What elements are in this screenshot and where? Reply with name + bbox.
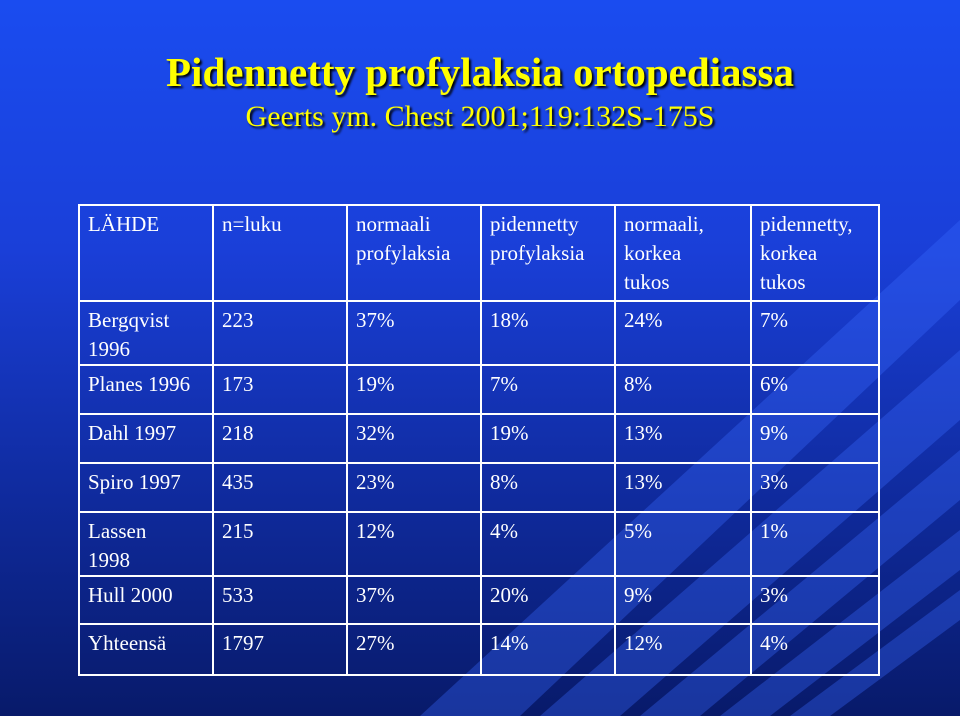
header-label: korkea: [760, 241, 818, 265]
table-cell: 9%: [751, 414, 879, 463]
header-label: pidennetty: [490, 212, 579, 236]
source-cell: [79, 463, 213, 512]
header-label: profylaksia: [356, 241, 451, 265]
cell-text: 1998: [88, 548, 130, 572]
table-cell: 18%: [481, 301, 615, 365]
cell-text: Bergqvist: [88, 308, 170, 332]
table-cell: 4%: [751, 624, 879, 675]
cell-text: Lassen: [88, 519, 147, 543]
header-label: LÄHDE: [88, 212, 160, 236]
table-row-total: [79, 624, 879, 675]
cell-text: 1996: [88, 337, 130, 361]
table-cell: 14%: [481, 624, 615, 675]
header-cell-extended-high-thrombosis: [751, 205, 879, 301]
header-label: normaali: [356, 212, 431, 236]
table-cell: 8%: [615, 365, 751, 414]
table-cell: 37%: [347, 576, 481, 624]
table-cell: 218: [213, 414, 347, 463]
cell-text: Hull 2000: [88, 583, 173, 607]
source-cell: [79, 365, 213, 414]
table-cell: 27%: [347, 624, 481, 675]
table-cell: 223: [213, 301, 347, 365]
table-cell: 23%: [347, 463, 481, 512]
header-cell-normal-high-thrombosis: [615, 205, 751, 301]
table-cell: 5%: [615, 512, 751, 576]
table-row: [79, 365, 879, 414]
table-row: [79, 576, 879, 624]
table-cell: 19%: [481, 414, 615, 463]
table-cell: 12%: [347, 512, 481, 576]
table-cell: 435: [213, 463, 347, 512]
table-cell: 533: [213, 576, 347, 624]
header-label: n=luku: [222, 212, 282, 236]
table-cell: 8%: [481, 463, 615, 512]
results-table: [78, 204, 880, 676]
header-label: normaali,: [624, 212, 704, 236]
table-row: [79, 512, 879, 576]
table-row: [79, 463, 879, 512]
table-cell: 19%: [347, 365, 481, 414]
source-cell: [79, 301, 213, 365]
header-label: profylaksia: [490, 241, 585, 265]
slide-subtitle: Geerts ym. Chest 2001;119:132S-175S: [245, 100, 715, 133]
table-header-row: [79, 205, 879, 301]
header-label: tukos: [624, 270, 670, 294]
table-cell: 9%: [615, 576, 751, 624]
slide-title: Pidennetty profylaksia ortopediassa: [166, 49, 794, 95]
table-cell: 215: [213, 512, 347, 576]
header-cell-extended-prophylaxis: [481, 205, 615, 301]
table-cell: 24%: [615, 301, 751, 365]
source-cell: [79, 624, 213, 675]
table-cell: 37%: [347, 301, 481, 365]
table-cell: 20%: [481, 576, 615, 624]
header-label: tukos: [760, 270, 806, 294]
table-cell: 1%: [751, 512, 879, 576]
table-cell: 6%: [751, 365, 879, 414]
table-cell: 4%: [481, 512, 615, 576]
table-cell: 7%: [481, 365, 615, 414]
header-cell-n: [213, 205, 347, 301]
table-cell: 3%: [751, 463, 879, 512]
header-label: korkea: [624, 241, 682, 265]
table-cell: 13%: [615, 463, 751, 512]
table-cell: 7%: [751, 301, 879, 365]
cell-text: Yhteensä: [88, 631, 167, 655]
cell-text: Spiro 1997: [88, 470, 181, 494]
source-cell: [79, 512, 213, 576]
header-cell-source: [79, 205, 213, 301]
table-cell: 3%: [751, 576, 879, 624]
table-cell: 173: [213, 365, 347, 414]
table-row: [79, 414, 879, 463]
cell-text: Dahl 1997: [88, 421, 177, 445]
header-label: pidennetty,: [760, 212, 853, 236]
header-cell-normal-prophylaxis: [347, 205, 481, 301]
table-cell: 32%: [347, 414, 481, 463]
table-cell: 12%: [615, 624, 751, 675]
source-cell: [79, 576, 213, 624]
table-row: [79, 301, 879, 365]
cell-text: Planes 1996: [88, 372, 191, 396]
table-cell: 1797: [213, 624, 347, 675]
table-cell: 13%: [615, 414, 751, 463]
source-cell: [79, 414, 213, 463]
